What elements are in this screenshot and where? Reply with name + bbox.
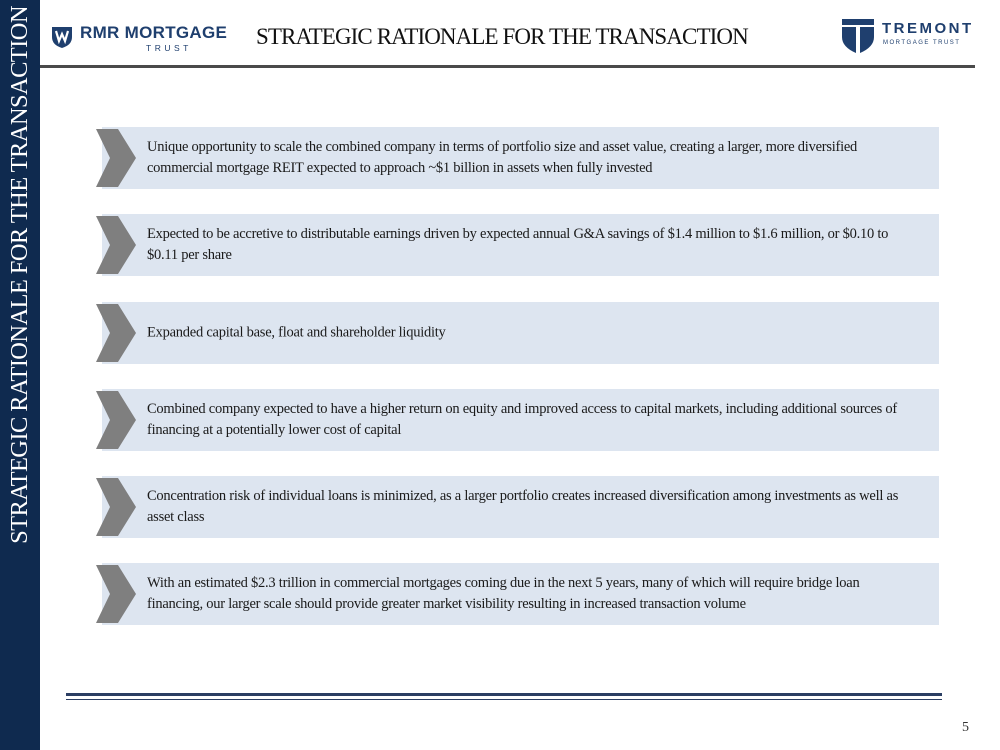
page-title: STRATEGIC RATIONALE FOR THE TRANSACTION <box>256 24 748 49</box>
bullet-item <box>96 563 939 625</box>
side-title-text: STRATEGIC RATIONALE FOR THE TRANSACTION <box>6 6 33 544</box>
bullet-text: Expanded capital base, float and shareholder liquidity <box>147 324 446 341</box>
bullet-item <box>96 302 939 364</box>
footer-rule-bottom <box>66 699 942 700</box>
title-divider <box>40 65 975 68</box>
tremont-logo-name: TREMONT <box>882 20 974 37</box>
bullet-item <box>96 214 939 276</box>
bullet-item <box>96 389 939 451</box>
side-title-bar <box>0 0 40 750</box>
tremont-mark-icon <box>842 19 874 53</box>
chevron-right-icon <box>96 216 136 274</box>
bullet-text: Unique opportunity to scale the combined company in terms of portfolio size and asset value, creating a larger, more diversified commercial mortgage REIT expected to approach ~$1 billion in assets when fully invested <box>147 139 858 176</box>
chevron-right-icon <box>96 129 136 187</box>
bullet-text: Combined company expected to have a higher return on equity and improved access to capital markets, including additional sources of financing at a potentially lower cost of capital <box>147 401 898 438</box>
chevron-right-icon <box>96 565 136 623</box>
tremont-logo <box>842 19 982 53</box>
bullet-text: With an estimated $2.3 trillion in commercial mortgages coming due in the next 5 years, many of which will require bridge loan financing, our larger scale should provide greater market visibility resulting in increased transaction volume <box>147 575 860 612</box>
rmr-logo-name: RMR MORTGAGE <box>80 23 228 42</box>
bullet-text: Expected to be accretive to distributable earnings driven by expected annual G&A savings of $1.4 million to $1.6 million, or $0.10 to $0.11 per share <box>147 226 889 263</box>
page-number: 5 <box>962 720 969 735</box>
rmr-logo-sub: TRUST <box>146 43 192 53</box>
bullet-item <box>96 127 939 189</box>
chevron-right-icon <box>96 478 136 536</box>
rmr-shield-icon <box>50 25 74 49</box>
chevron-right-icon <box>96 304 136 362</box>
bullet-item <box>96 476 939 538</box>
footer-rule-top <box>66 693 942 696</box>
tremont-logo-sub: MORTGAGE TRUST <box>883 40 961 46</box>
rmr-mortgage-logo <box>50 23 228 55</box>
chevron-right-icon <box>96 391 136 449</box>
bullet-text: Concentration risk of individual loans is minimized, as a larger portfolio creates increased diversification among investments as well as asset class <box>147 488 899 525</box>
